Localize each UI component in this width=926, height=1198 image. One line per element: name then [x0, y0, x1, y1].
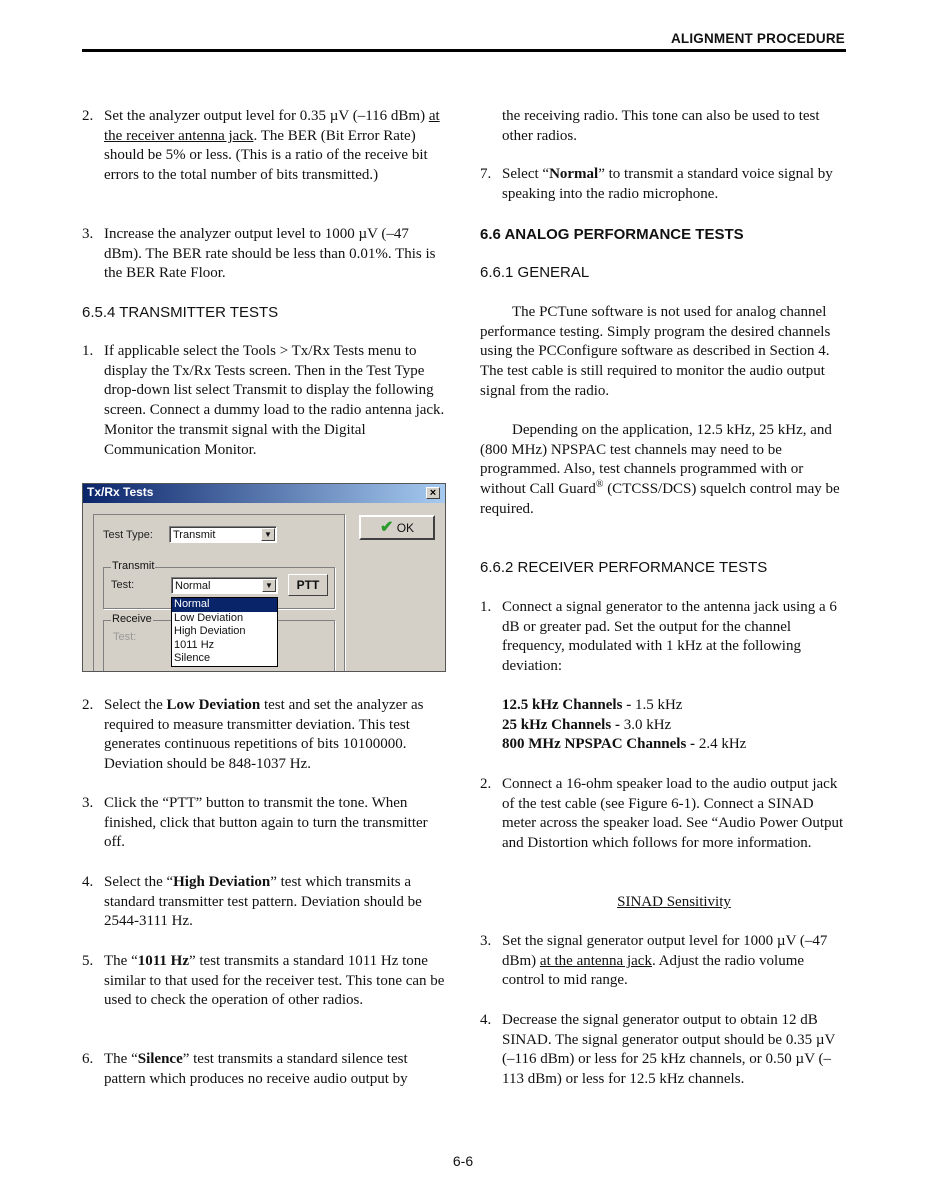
receive-test-label: Test:: [113, 631, 137, 643]
heading-transmitter-tests: 6.5.4 TRANSMITTER TESTS: [82, 304, 279, 321]
tx-step-5: [82, 952, 446, 1011]
step-number: 5.: [82, 953, 94, 969]
text: Click the “PTT” button to transmit the tone. When finished, click that button again to turn the transmitter off.: [104, 795, 428, 851]
bold-text: High Deviation: [173, 874, 271, 890]
step-number: 1.: [480, 599, 492, 615]
bold-text: Normal: [549, 166, 599, 182]
chevron-down-icon[interactable]: ▼: [261, 528, 275, 541]
channel-value: 3.0 kHz: [623, 716, 672, 733]
text: Select the: [104, 697, 167, 713]
test-label: Test:: [111, 579, 135, 591]
channel-label: 800 MHz NPSPAC Channels -: [502, 736, 699, 753]
rx-step-1: [480, 598, 846, 677]
ok-label: OK: [396, 521, 415, 535]
txrx-tests-dialog-screenshot: [82, 483, 446, 672]
page-number: 6-6: [452, 1153, 474, 1169]
tx-step-1: [82, 342, 446, 460]
text: ” test which transmits a standard transmitter test pattern. Deviation should be 2544-3111 Hz.: [104, 874, 422, 930]
channel-label: 12.5 kHz Channels -: [502, 697, 635, 713]
general-paragraph-1: The PCTune software is not used for analog channel performance testing. Simply program the desired channels using the PCConfigure software as described in Section 4. The test cable is still required to monitor the audio output signal from the radio.: [480, 304, 831, 399]
ptt-button[interactable]: PTT: [288, 574, 328, 596]
channel-value: 1.5 kHz: [634, 697, 683, 713]
option-normal[interactable]: Normal: [172, 598, 277, 612]
rx-step-3: [480, 932, 846, 991]
step-number: 2.: [480, 776, 492, 792]
rx-step-2: [480, 775, 846, 854]
bold-text: 1011 Hz: [137, 953, 189, 969]
step-number: 7.: [480, 166, 492, 182]
text: Increase the analyzer output level to 1000 µV (–47 dBm). The BER rate should be less than 0.01%. This is the BER Rate Floor.: [104, 226, 436, 282]
channel-value: 2.4 kHz: [698, 736, 747, 753]
heading-receiver-performance-tests: 6.6.2 RECEIVER PERFORMANCE TESTS: [480, 559, 768, 576]
step-3-ber-floor: [82, 225, 446, 284]
close-icon[interactable]: ×: [426, 487, 440, 499]
transmit-test-select[interactable]: [171, 577, 278, 594]
heading-analog-performance-tests: 6.6 ANALOG PERFORMANCE TESTS: [480, 226, 744, 243]
channel-12-5-khz: [502, 696, 846, 716]
test-type-value: Transmit: [173, 529, 216, 541]
bold-text: Low Deviation: [166, 697, 261, 713]
dialog-titlebar: [83, 484, 445, 503]
tx-step-2: [82, 696, 446, 775]
tx-step-4: [82, 873, 446, 932]
option-silence[interactable]: Silence: [174, 652, 211, 664]
option-high-deviation[interactable]: High Deviation: [174, 625, 246, 637]
text: Connect a 16-ohm speaker load to the audio output jack of the test cable (see Figure 6-1). Connect a SINAD meter across the speaker load. See “Audio Power Output and Distortion which follows for more information.: [502, 776, 844, 852]
text: Set the signal generator output level for 1000 µV (–47 dBm): [502, 933, 828, 969]
test-type-select[interactable]: [169, 526, 277, 543]
text: ” test transmits a standard silence test pattern which produces no receive audio output by: [104, 1051, 408, 1087]
text: ” test transmits a standard 1011 Hz tone similar to that used for the receiver test. This tone can be used to check the operation of other radios.: [104, 953, 445, 1009]
channel-deviation-list: [480, 696, 846, 755]
running-header: ALIGNMENT PROCEDURE: [670, 31, 845, 46]
registered-mark: ®: [595, 479, 604, 491]
text: Connect a signal generator to the antenna jack using a 6 dB or greater pad. Set the output for the channel frequency, modulated with 1 kHz at the following deviation:: [502, 599, 837, 675]
underlined-text: at the antenna jack: [539, 952, 652, 969]
tx-step-7: [480, 165, 846, 204]
step-number: 3.: [82, 226, 94, 242]
channel-25-khz: [502, 716, 846, 736]
text: . Adjust the radio volume control to mid range.: [502, 952, 805, 989]
text: . The BER (Bit Error Rate) should be 5% or less. (This is a ratio of the receive bit errors to the total number of bits transmitted.): [104, 127, 428, 184]
ok-button[interactable]: [359, 515, 435, 540]
step-number: 4.: [82, 874, 94, 890]
text: ” to transmit a standard voice signal by speaking into the radio microphone.: [502, 166, 833, 202]
step-number: 3.: [480, 933, 492, 949]
text: Select “: [502, 166, 550, 182]
dialog-title: Tx/Rx Tests: [87, 485, 154, 499]
text: Decrease the signal generator output to obtain 12 dB SINAD. The signal generator output should be 0.35 µV (–116 dBm) or less for 25 kHz channels, or 0.50 µV (–113 dBm) or less for 12.5 kHz channels.: [502, 1012, 836, 1088]
step-number: 6.: [82, 1051, 94, 1067]
step-number: 3.: [82, 795, 94, 811]
step-2-ber: [82, 107, 446, 186]
test-type-label: Test Type:: [103, 529, 153, 541]
step-number: 2.: [82, 108, 94, 124]
text: The “: [104, 953, 138, 969]
general-paragraph-2: [480, 421, 846, 520]
text: test and set the analyzer as required to measure transmitter deviation. This test generates continuous repetitions of bits 10100000. Deviation should be 848-1037 Hz.: [104, 697, 424, 773]
rx-step-4: [480, 1011, 846, 1090]
step-number: 4.: [480, 1012, 492, 1028]
option-low-deviation[interactable]: Low Deviation: [174, 611, 244, 624]
transmit-test-value: Normal: [175, 580, 211, 592]
text: Select the “: [104, 874, 174, 890]
receive-group-label: Receive: [112, 613, 152, 625]
checkmark-icon: ✔: [379, 519, 394, 536]
heading-general: 6.6.1 GENERAL: [480, 264, 590, 281]
step-number: 1.: [82, 343, 94, 359]
text: The “: [104, 1051, 138, 1067]
underlined-text: at the receiver antenna jack: [104, 108, 440, 144]
text: Set the analyzer output level for 0.35 µV (–116 dBm): [104, 108, 429, 124]
chevron-down-icon[interactable]: ▼: [262, 579, 276, 592]
channel-label: 25 kHz Channels -: [502, 716, 624, 733]
subheading-text: SINAD Sensitivity: [617, 894, 731, 910]
sinad-sensitivity-subheading: [480, 893, 846, 913]
text: (CTCSS/DCS) squelch control may be required.: [480, 481, 840, 517]
tx-step-3: [82, 794, 446, 853]
bold-text: Silence: [137, 1051, 183, 1067]
tx-step-6-continued: the receiving radio. This tone can also be used to test other radios.: [502, 108, 820, 144]
text: If applicable select the Tools > Tx/Rx Tests menu to display the Tx/Rx Tests screen. Then in the Test Type drop-down list select Transmit to display the following screen. Connect a dummy load to the radio antenna jack. Monitor the transmit signal with the Digital Communication Monitor.: [104, 343, 445, 458]
test-dropdown-list: [171, 597, 278, 667]
channel-800-mhz-npspac: [502, 735, 846, 755]
step-number: 2.: [82, 697, 94, 713]
header-rule: [82, 49, 846, 52]
text: Depending on the application, 12.5 kHz, 25 kHz, and (800 MHz) NPSPAC test channels may need to be programmed. Also, test channels programmed with or without Call Guard: [480, 422, 832, 498]
option-1011-hz[interactable]: 1011 Hz: [174, 638, 215, 651]
tx-step-6: [82, 1050, 446, 1089]
transmit-group-label: Transmit: [112, 560, 155, 572]
